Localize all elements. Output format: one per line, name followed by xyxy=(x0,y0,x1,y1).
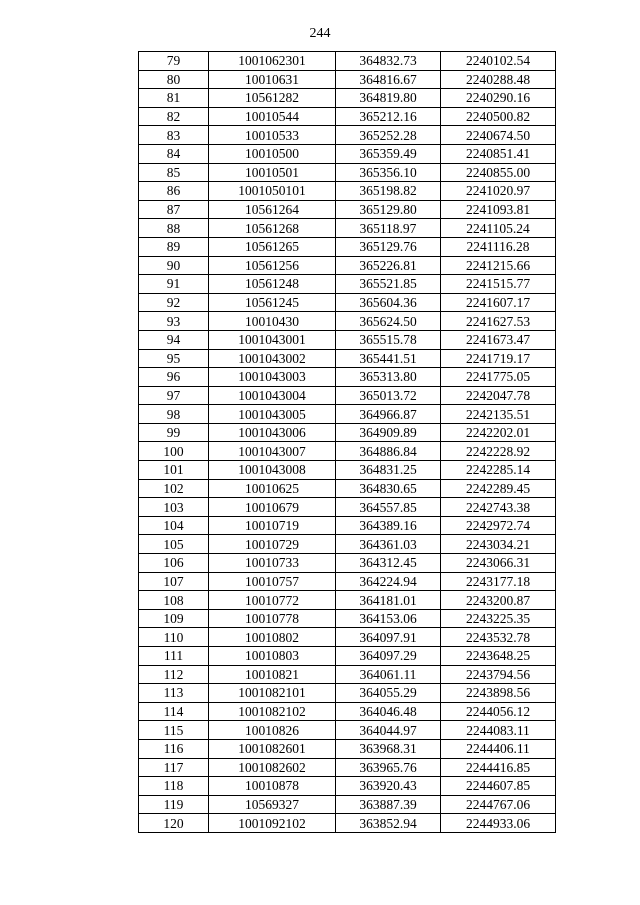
table-row xyxy=(139,312,556,331)
y-coordinate-cell: 2240102.54 xyxy=(441,52,556,71)
row-number-cell: 99 xyxy=(139,423,209,442)
point-id-cell: 1001082101 xyxy=(209,684,336,703)
point-id-cell: 10010821 xyxy=(209,665,336,684)
x-coordinate-cell: 365604.36 xyxy=(336,293,441,312)
y-coordinate-cell: 2240851.41 xyxy=(441,144,556,163)
x-coordinate-cell: 365624.50 xyxy=(336,312,441,331)
row-number-cell: 106 xyxy=(139,554,209,573)
table-row xyxy=(139,479,556,498)
point-id-cell: 10561268 xyxy=(209,219,336,238)
y-coordinate-cell: 2240290.16 xyxy=(441,89,556,108)
point-id-cell: 10010625 xyxy=(209,479,336,498)
row-number-cell: 117 xyxy=(139,758,209,777)
table-row xyxy=(139,163,556,182)
x-coordinate-cell: 365013.72 xyxy=(336,386,441,405)
point-id-cell: 1001043007 xyxy=(209,442,336,461)
table-row xyxy=(139,144,556,163)
x-coordinate-cell: 365129.80 xyxy=(336,200,441,219)
point-id-cell: 10561282 xyxy=(209,89,336,108)
y-coordinate-cell: 2241673.47 xyxy=(441,330,556,349)
y-coordinate-cell: 2243794.56 xyxy=(441,665,556,684)
y-coordinate-cell: 2241093.81 xyxy=(441,200,556,219)
y-coordinate-cell: 2244083.11 xyxy=(441,721,556,740)
table-row xyxy=(139,442,556,461)
y-coordinate-cell: 2244607.85 xyxy=(441,777,556,796)
y-coordinate-cell: 2242135.51 xyxy=(441,405,556,424)
point-id-cell: 10010544 xyxy=(209,107,336,126)
y-coordinate-cell: 2240674.50 xyxy=(441,126,556,145)
x-coordinate-cell: 365212.16 xyxy=(336,107,441,126)
x-coordinate-cell: 364044.97 xyxy=(336,721,441,740)
table-row xyxy=(139,368,556,387)
row-number-cell: 88 xyxy=(139,219,209,238)
y-coordinate-cell: 2243898.56 xyxy=(441,684,556,703)
row-number-cell: 82 xyxy=(139,107,209,126)
x-coordinate-cell: 363887.39 xyxy=(336,795,441,814)
y-coordinate-cell: 2241105.24 xyxy=(441,219,556,238)
point-id-cell: 10010826 xyxy=(209,721,336,740)
point-id-cell: 10010757 xyxy=(209,572,336,591)
y-coordinate-cell: 2242202.01 xyxy=(441,423,556,442)
row-number-cell: 81 xyxy=(139,89,209,108)
row-number-cell: 110 xyxy=(139,628,209,647)
point-id-cell: 10010430 xyxy=(209,312,336,331)
table-row xyxy=(139,702,556,721)
x-coordinate-cell: 365356.10 xyxy=(336,163,441,182)
point-id-cell: 10561265 xyxy=(209,237,336,256)
y-coordinate-cell: 2241116.28 xyxy=(441,237,556,256)
row-number-cell: 108 xyxy=(139,591,209,610)
point-id-cell: 10010533 xyxy=(209,126,336,145)
y-coordinate-cell: 2244933.06 xyxy=(441,814,556,833)
point-id-cell: 1001043006 xyxy=(209,423,336,442)
x-coordinate-cell: 364886.84 xyxy=(336,442,441,461)
row-number-cell: 109 xyxy=(139,609,209,628)
table-body xyxy=(139,52,556,833)
table-row xyxy=(139,70,556,89)
table-row xyxy=(139,795,556,814)
row-number-cell: 79 xyxy=(139,52,209,71)
point-id-cell: 1001043001 xyxy=(209,330,336,349)
table-row xyxy=(139,647,556,666)
x-coordinate-cell: 364389.16 xyxy=(336,516,441,535)
y-coordinate-cell: 2241775.05 xyxy=(441,368,556,387)
y-coordinate-cell: 2244767.06 xyxy=(441,795,556,814)
row-number-cell: 104 xyxy=(139,516,209,535)
y-coordinate-cell: 2241020.97 xyxy=(441,182,556,201)
page-number: 244 xyxy=(309,26,331,41)
x-coordinate-cell: 363965.76 xyxy=(336,758,441,777)
row-number-cell: 89 xyxy=(139,237,209,256)
y-coordinate-cell: 2242047.78 xyxy=(441,386,556,405)
y-coordinate-cell: 2240855.00 xyxy=(441,163,556,182)
y-coordinate-cell: 2244406.11 xyxy=(441,739,556,758)
row-number-cell: 101 xyxy=(139,461,209,480)
row-number-cell: 97 xyxy=(139,386,209,405)
y-coordinate-cell: 2240500.82 xyxy=(441,107,556,126)
table-row xyxy=(139,535,556,554)
point-id-cell: 1001050101 xyxy=(209,182,336,201)
point-id-cell: 1001043003 xyxy=(209,368,336,387)
table-row xyxy=(139,219,556,238)
y-coordinate-cell: 2243648.25 xyxy=(441,647,556,666)
row-number-cell: 113 xyxy=(139,684,209,703)
x-coordinate-cell: 364832.73 xyxy=(336,52,441,71)
table-row xyxy=(139,777,556,796)
table-row xyxy=(139,498,556,517)
x-coordinate-cell: 365118.97 xyxy=(336,219,441,238)
y-coordinate-cell: 2243066.31 xyxy=(441,554,556,573)
row-number-cell: 80 xyxy=(139,70,209,89)
x-coordinate-cell: 364097.91 xyxy=(336,628,441,647)
point-id-cell: 10010719 xyxy=(209,516,336,535)
table-row xyxy=(139,628,556,647)
y-coordinate-cell: 2243225.35 xyxy=(441,609,556,628)
y-coordinate-cell: 2241719.17 xyxy=(441,349,556,368)
table-row xyxy=(139,423,556,442)
table-row xyxy=(139,237,556,256)
x-coordinate-cell: 365198.82 xyxy=(336,182,441,201)
row-number-cell: 114 xyxy=(139,702,209,721)
x-coordinate-cell: 365521.85 xyxy=(336,275,441,294)
row-number-cell: 112 xyxy=(139,665,209,684)
row-number-cell: 90 xyxy=(139,256,209,275)
point-id-cell: 1001082602 xyxy=(209,758,336,777)
y-coordinate-cell: 2242289.45 xyxy=(441,479,556,498)
x-coordinate-cell: 364181.01 xyxy=(336,591,441,610)
x-coordinate-cell: 365226.81 xyxy=(336,256,441,275)
point-id-cell: 10010500 xyxy=(209,144,336,163)
x-coordinate-cell: 364819.80 xyxy=(336,89,441,108)
row-number-cell: 100 xyxy=(139,442,209,461)
y-coordinate-cell: 2244416.85 xyxy=(441,758,556,777)
point-id-cell: 10010733 xyxy=(209,554,336,573)
row-number-cell: 84 xyxy=(139,144,209,163)
row-number-cell: 92 xyxy=(139,293,209,312)
table-row xyxy=(139,256,556,275)
x-coordinate-cell: 363920.43 xyxy=(336,777,441,796)
x-coordinate-cell: 365359.49 xyxy=(336,144,441,163)
x-coordinate-cell: 365252.28 xyxy=(336,126,441,145)
point-id-cell: 1001043008 xyxy=(209,461,336,480)
table-row xyxy=(139,107,556,126)
y-coordinate-cell: 2242972.74 xyxy=(441,516,556,535)
point-id-cell: 10010778 xyxy=(209,609,336,628)
row-number-cell: 94 xyxy=(139,330,209,349)
x-coordinate-cell: 364361.03 xyxy=(336,535,441,554)
point-id-cell: 1001043002 xyxy=(209,349,336,368)
table-row xyxy=(139,554,556,573)
point-id-cell: 10561245 xyxy=(209,293,336,312)
x-coordinate-cell: 364055.29 xyxy=(336,684,441,703)
point-id-cell: 10010803 xyxy=(209,647,336,666)
row-number-cell: 86 xyxy=(139,182,209,201)
table-row xyxy=(139,275,556,294)
point-id-cell: 1001043005 xyxy=(209,405,336,424)
point-id-cell: 1001082102 xyxy=(209,702,336,721)
table-row xyxy=(139,386,556,405)
row-number-cell: 95 xyxy=(139,349,209,368)
table-row xyxy=(139,461,556,480)
table-row xyxy=(139,89,556,108)
point-id-cell: 1001092102 xyxy=(209,814,336,833)
y-coordinate-cell: 2240288.48 xyxy=(441,70,556,89)
row-number-cell: 96 xyxy=(139,368,209,387)
x-coordinate-cell: 363968.31 xyxy=(336,739,441,758)
y-coordinate-cell: 2241607.17 xyxy=(441,293,556,312)
row-number-cell: 85 xyxy=(139,163,209,182)
point-id-cell: 10561256 xyxy=(209,256,336,275)
row-number-cell: 87 xyxy=(139,200,209,219)
x-coordinate-cell: 364153.06 xyxy=(336,609,441,628)
point-id-cell: 1001062301 xyxy=(209,52,336,71)
point-id-cell: 1001043004 xyxy=(209,386,336,405)
x-coordinate-cell: 364557.85 xyxy=(336,498,441,517)
y-coordinate-cell: 2241627.53 xyxy=(441,312,556,331)
table-row xyxy=(139,405,556,424)
table-row xyxy=(139,684,556,703)
point-id-cell: 10569327 xyxy=(209,795,336,814)
row-number-cell: 118 xyxy=(139,777,209,796)
y-coordinate-cell: 2241215.66 xyxy=(441,256,556,275)
table-row xyxy=(139,609,556,628)
table-row xyxy=(139,52,556,71)
point-id-cell: 10010772 xyxy=(209,591,336,610)
y-coordinate-cell: 2243200.87 xyxy=(441,591,556,610)
table-row xyxy=(139,739,556,758)
row-number-cell: 105 xyxy=(139,535,209,554)
x-coordinate-cell: 364097.29 xyxy=(336,647,441,666)
table-row xyxy=(139,200,556,219)
y-coordinate-cell: 2243034.21 xyxy=(441,535,556,554)
y-coordinate-cell: 2241515.77 xyxy=(441,275,556,294)
y-coordinate-cell: 2243532.78 xyxy=(441,628,556,647)
row-number-cell: 102 xyxy=(139,479,209,498)
point-id-cell: 10010802 xyxy=(209,628,336,647)
x-coordinate-cell: 364909.89 xyxy=(336,423,441,442)
table-row xyxy=(139,330,556,349)
point-id-cell: 10010631 xyxy=(209,70,336,89)
x-coordinate-cell: 363852.94 xyxy=(336,814,441,833)
y-coordinate-cell: 2242228.92 xyxy=(441,442,556,461)
coordinates-table xyxy=(138,51,556,833)
point-id-cell: 10010878 xyxy=(209,777,336,796)
y-coordinate-cell: 2242285.14 xyxy=(441,461,556,480)
table-row xyxy=(139,126,556,145)
y-coordinate-cell: 2244056.12 xyxy=(441,702,556,721)
x-coordinate-cell: 364816.67 xyxy=(336,70,441,89)
x-coordinate-cell: 364966.87 xyxy=(336,405,441,424)
table-row xyxy=(139,516,556,535)
point-id-cell: 10010729 xyxy=(209,535,336,554)
row-number-cell: 111 xyxy=(139,647,209,666)
row-number-cell: 107 xyxy=(139,572,209,591)
table-row xyxy=(139,721,556,740)
x-coordinate-cell: 364061.11 xyxy=(336,665,441,684)
x-coordinate-cell: 365515.78 xyxy=(336,330,441,349)
table-row xyxy=(139,665,556,684)
row-number-cell: 98 xyxy=(139,405,209,424)
table-row xyxy=(139,182,556,201)
row-number-cell: 83 xyxy=(139,126,209,145)
row-number-cell: 93 xyxy=(139,312,209,331)
x-coordinate-cell: 364831.25 xyxy=(336,461,441,480)
point-id-cell: 10010679 xyxy=(209,498,336,517)
x-coordinate-cell: 364830.65 xyxy=(336,479,441,498)
table-row xyxy=(139,591,556,610)
table-row xyxy=(139,758,556,777)
x-coordinate-cell: 364224.94 xyxy=(336,572,441,591)
y-coordinate-cell: 2242743.38 xyxy=(441,498,556,517)
x-coordinate-cell: 364046.48 xyxy=(336,702,441,721)
table-row xyxy=(139,572,556,591)
x-coordinate-cell: 365441.51 xyxy=(336,349,441,368)
row-number-cell: 115 xyxy=(139,721,209,740)
row-number-cell: 120 xyxy=(139,814,209,833)
table-row xyxy=(139,293,556,312)
point-id-cell: 10561264 xyxy=(209,200,336,219)
table-row xyxy=(139,814,556,833)
table-row xyxy=(139,349,556,368)
x-coordinate-cell: 365129.76 xyxy=(336,237,441,256)
point-id-cell: 1001082601 xyxy=(209,739,336,758)
row-number-cell: 116 xyxy=(139,739,209,758)
row-number-cell: 103 xyxy=(139,498,209,517)
point-id-cell: 10010501 xyxy=(209,163,336,182)
x-coordinate-cell: 364312.45 xyxy=(336,554,441,573)
x-coordinate-cell: 365313.80 xyxy=(336,368,441,387)
y-coordinate-cell: 2243177.18 xyxy=(441,572,556,591)
row-number-cell: 119 xyxy=(139,795,209,814)
row-number-cell: 91 xyxy=(139,275,209,294)
point-id-cell: 10561248 xyxy=(209,275,336,294)
